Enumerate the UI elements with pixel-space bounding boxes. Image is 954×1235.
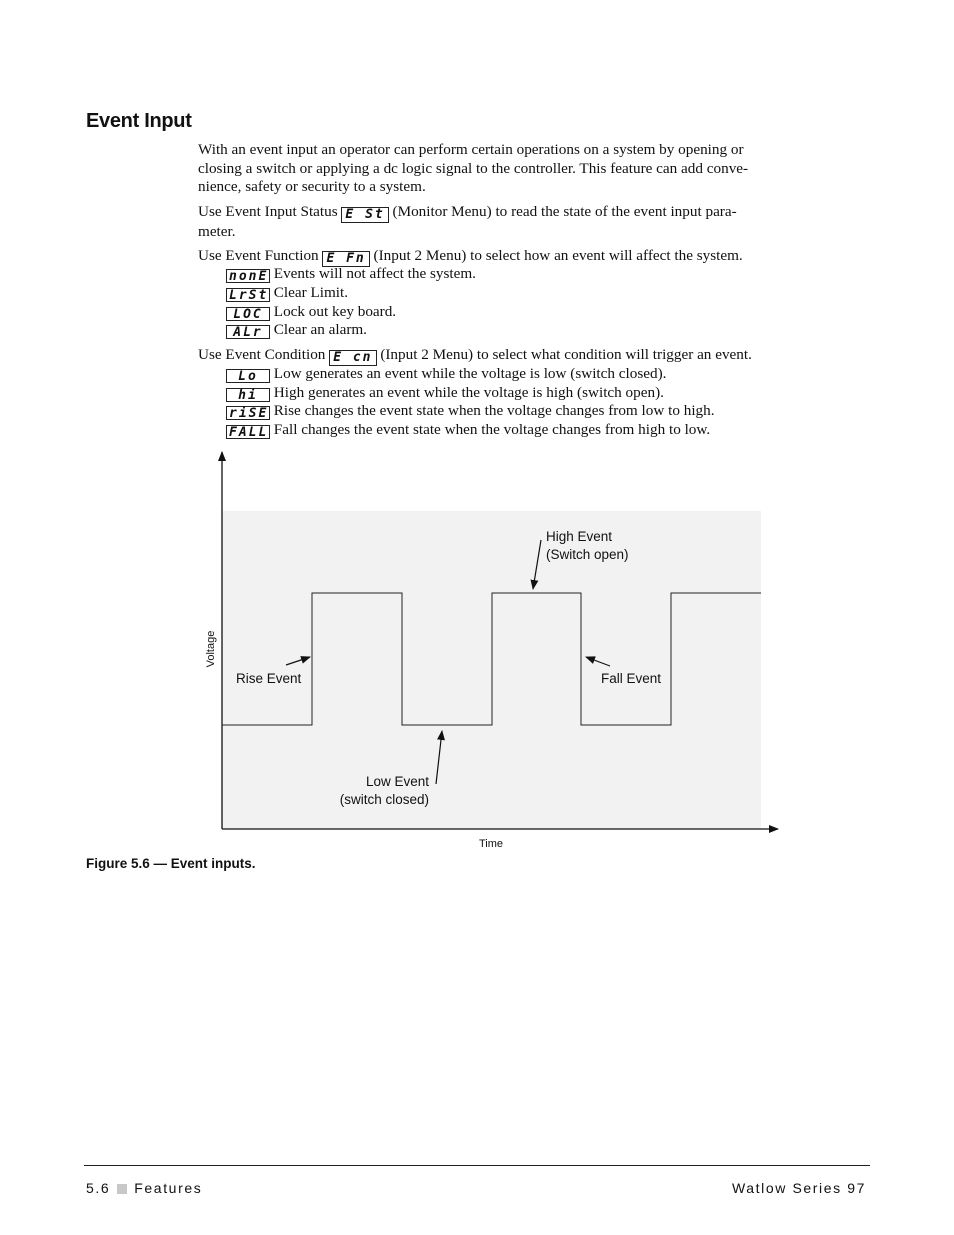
option-code: nonE <box>226 269 270 283</box>
condition-lcd-code: E cn <box>329 350 376 366</box>
x-axis-label: Time <box>478 838 504 850</box>
low-event-label-2: (switch closed) <box>339 792 429 807</box>
function-lcd-code: E Fn <box>322 251 369 267</box>
option-text: Events will not affect the system. <box>273 265 476 282</box>
section-name: Features <box>134 1180 203 1196</box>
option-text: Rise changes the event state when the voltage changes from low to high. <box>273 402 715 419</box>
low-event-label-1: Low Event <box>365 774 429 789</box>
status-lcd-code: E St <box>341 207 388 223</box>
option-text: Fall changes the event state when the voltage changes from high to low. <box>273 421 711 438</box>
rise-event-label: Rise Event <box>236 671 302 686</box>
page-number: 5.6 <box>86 1180 111 1196</box>
option-code: LrSt <box>226 288 270 302</box>
condition-text-pre: Use Event Condition <box>198 346 326 363</box>
high-event-label-1: High Event <box>546 529 613 544</box>
footer-left <box>86 1180 202 1196</box>
status-text-pre: Use Event Input Status <box>198 203 338 220</box>
option-code: ALr <box>226 325 270 339</box>
option-code: Lo <box>226 369 270 383</box>
section-title: Event Input <box>86 110 192 132</box>
high-event-label-2: (Switch open) <box>546 547 629 562</box>
option-text: Low generates an event while the voltage is low (switch closed). <box>273 365 667 382</box>
intro-line-2: closing a switch or applying a dc logic signal to the controller. This feature can add conve- <box>198 159 749 177</box>
footer-rule <box>84 1165 870 1166</box>
footer-product: Watlow Series 97 <box>731 1180 866 1196</box>
option-code: LOC <box>226 307 270 321</box>
fall-event-label: Fall Event <box>601 671 662 686</box>
figure-caption: Figure 5.6 — Event inputs. <box>86 856 256 871</box>
status-line-2: meter. <box>198 223 236 240</box>
option-code: hi <box>226 388 270 402</box>
y-axis-label: Voltage <box>205 630 217 668</box>
option-text: Clear an alarm. <box>273 321 367 338</box>
option-text: Clear Limit. <box>273 284 349 301</box>
option-text: Lock out key board. <box>273 303 397 320</box>
square-bullet-icon <box>117 1184 127 1194</box>
intro-line-1: With an event input an operator can perform certain operations on a system by opening or <box>198 141 744 158</box>
function-text-post: (Input 2 Menu) to select how an event will affect the system. <box>373 247 743 264</box>
option-code: riSE <box>226 406 270 420</box>
function-text-pre: Use Event Function <box>198 247 319 264</box>
option-text: High generates an event while the voltage is high (switch open). <box>273 384 664 401</box>
option-code: FALL <box>226 425 270 439</box>
status-text-post: (Monitor Menu) to read the state of the event input para- <box>392 203 737 220</box>
intro-line-3: nience, safety or security to a system. <box>198 178 426 196</box>
condition-text-post: (Input 2 Menu) to select what condition will trigger an event. <box>380 346 752 363</box>
